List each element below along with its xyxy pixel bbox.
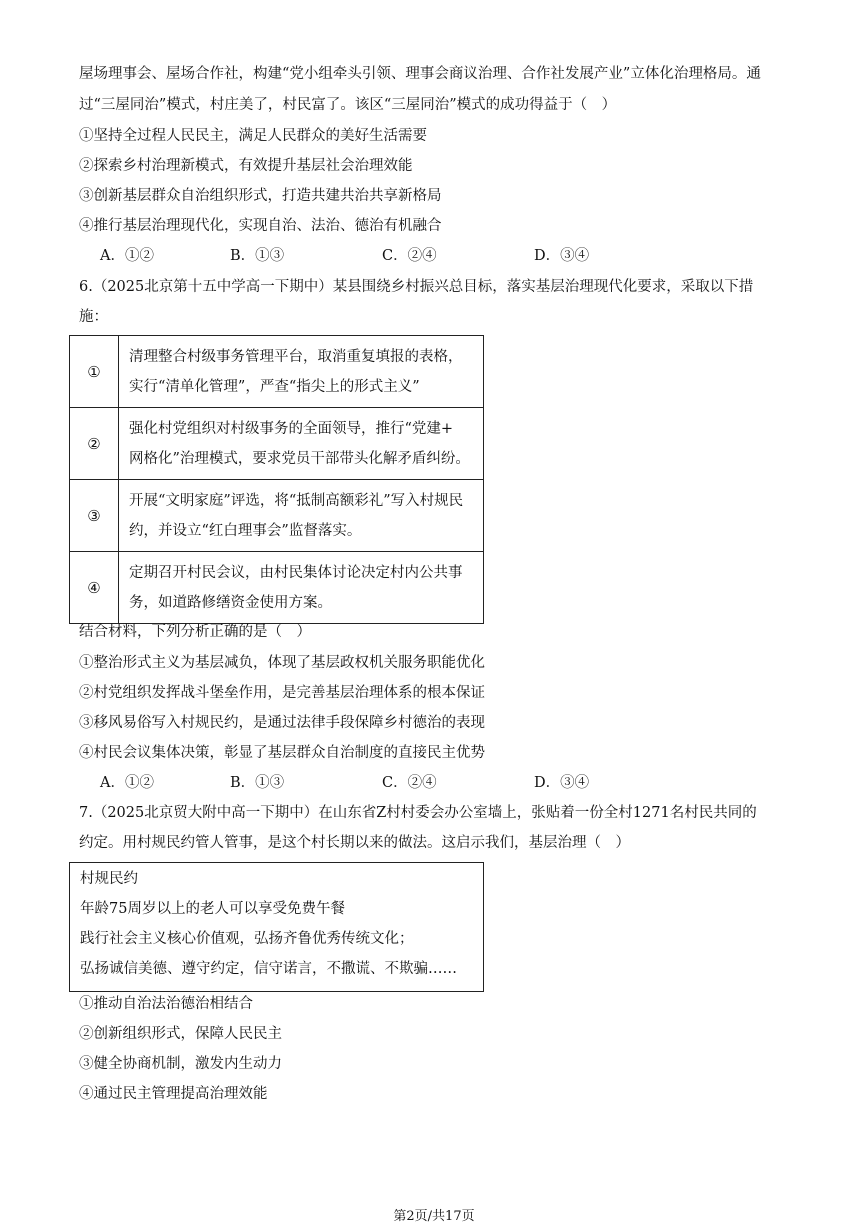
q5-options [100,246,589,266]
table-row [70,480,484,552]
q5-option-c[interactable]: C．②④ [382,248,437,264]
row-text [119,408,484,480]
q6-option-b[interactable]: B．①③ [230,775,285,791]
row-text-line: 强化村党组织对村级事务的全面领导，推行“党建+ [129,420,454,437]
q5-option-b[interactable]: B．①③ [230,248,285,264]
row-number: ② [70,408,119,480]
row-text-line: 务，如道路修缮资金使用方案。 [129,594,332,611]
row-text-line: 开展“文明家庭”评选，将“抵制高额彩礼”写入村规民 [129,492,464,509]
box-title: 村规民约 [80,871,138,887]
row-text-line: 实行“清单化管理”，严查“指尖上的形式主义” [129,378,420,395]
q5-statement-4: ④推行基层治理现代化，实现自治、法治、德治有机融合 [79,218,442,234]
q6-options [100,773,589,793]
row-text [119,480,484,552]
q7-statement-2: ②创新组织形式，保障人民民主 [79,1026,282,1042]
q6-option-d[interactable]: D．③④ [534,775,590,791]
q6-stem-line-1: 6.（2025北京第十五中学高一下期中）某县围绕乡村振兴总目标，落实基层治理现代化要求，采取以下措 [79,279,754,295]
row-text-line: 清理整合村级事务管理平台，取消重复填报的表格， [129,348,463,365]
row-text-line: 约，并设立“红白理事会”监督落实。 [129,522,362,539]
q6-statement-3: ③移风易俗写入村规民约，是通过法律手段保障乡村德治的表现 [79,715,485,731]
q5-statement-3: ③创新基层群众自治组织形式，打造共建共治共享新格局 [79,188,442,204]
box-line: 践行社会主义核心价值观，弘扬齐鲁优秀传统文化； [80,931,414,947]
table-row [70,552,484,624]
q6-measures-table [69,335,484,624]
q5-statement-1: ①坚持全过程人民民主，满足人民群众的美好生活需要 [79,128,427,144]
q6-statement-4: ④村民会议集体决策，彰显了基层群众自治制度的直接民主优势 [79,745,485,761]
row-number: ③ [70,480,119,552]
q6-option-a[interactable]: A．①② [100,775,154,791]
q7-village-rules-box [69,862,484,992]
q7-stem-line-1: 7.（2025北京贸大附中高一下期中）在山东省Z村村委会办公室墙上，张贴着一份全村1271名村民共同的 [79,805,757,821]
q7-stem-line-2: 约定。用村规民约管人管事，是这个村长期以来的做法。这启示我们，基层治理（ ） [79,835,630,851]
row-number: ① [70,336,119,408]
row-text [119,336,484,408]
page-number-footer: 第2页/共17页 [393,1209,475,1224]
table-row [70,408,484,480]
box-line: 年龄75周岁以上的老人可以享受免费午餐 [80,901,345,917]
q6-statement-2: ②村党组织发挥战斗堡垒作用，是完善基层治理体系的根本保证 [79,685,485,701]
q6-question: 结合材料，下列分析正确的是（ ） [79,624,311,640]
q5-option-d[interactable]: D．③④ [534,248,590,264]
q6-stem-line-2: 施： [79,309,108,325]
row-text-line: 定期召开村民会议，由村民集体讨论决定村内公共事 [129,564,463,581]
q5-stem-line-1: 屋场理事会、屋场合作社，构建“党小组牵头引领、理事会商议治理、合作社发展产业”立体化治理格局。通 [79,66,761,82]
q5-stem-line-2: 过“三屋同治”模式，村庄美了，村民富了。该区“三屋同治”模式的成功得益于（ ） [79,97,617,113]
table-row [70,336,484,408]
q5-statement-2: ②探索乡村治理新模式，有效提升基层社会治理效能 [79,158,413,174]
q7-statement-4: ④通过民主管理提高治理效能 [79,1086,268,1102]
q7-statement-1: ①推动自治法治德治相结合 [79,996,253,1012]
row-number: ④ [70,552,119,624]
q6-option-c[interactable]: C．②④ [382,775,437,791]
q5-option-a[interactable]: A．①② [100,248,154,264]
row-text [119,552,484,624]
q7-statement-3: ③健全协商机制，激发内生动力 [79,1056,282,1072]
q6-statement-1: ①整治形式主义为基层减负，体现了基层政权机关服务职能优化 [79,655,485,671]
box-line: 弘扬诚信美德、遵守约定，信守诺言，不撒谎、不欺骗…… [80,961,457,977]
row-text-line: 网格化”治理模式，要求党员干部带头化解矛盾纠纷。 [129,450,470,467]
